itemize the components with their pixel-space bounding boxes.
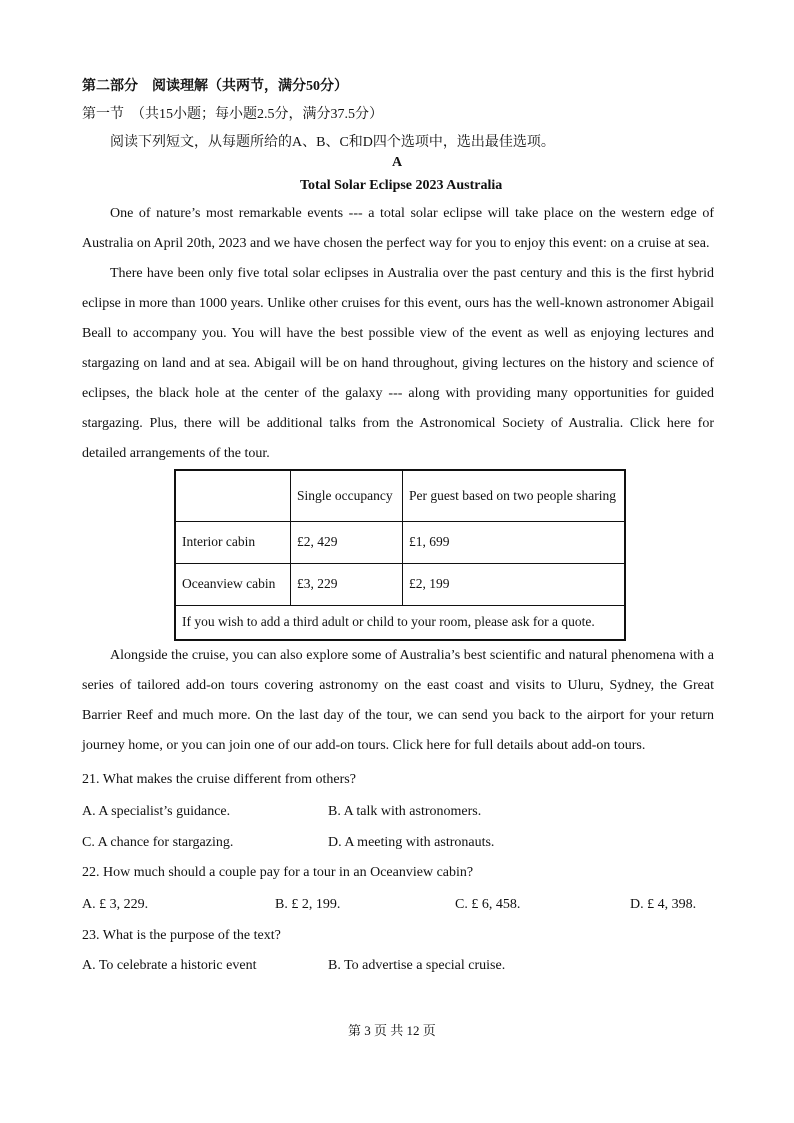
paragraph-1: One of nature’s most remarkable events --- a total solar eclipse will take place on the western edge of Australia on April 20th, 2023 and we have chosen the perfect way for you to enjoy this event: on a cruise at sea. <box>82 206 714 251</box>
instruction: 阅读下列短文，从每题所给的A、B、C和D四个选项中，选出最佳选项。 <box>110 135 555 150</box>
table-cell: Oceanview cabin <box>175 563 291 605</box>
table-header-cell <box>175 470 291 521</box>
passage-letter: A <box>392 155 403 170</box>
pricing-table <box>174 469 626 641</box>
table-cell: £2, 429 <box>291 521 403 563</box>
table-row <box>175 563 625 605</box>
option-23-a: A. To celebrate a historic event <box>82 958 257 973</box>
table-note-row <box>175 605 625 640</box>
option-21-b: B. A talk with astronomers. <box>328 804 482 819</box>
table-note: If you wish to add a third adult or child to your room, please ask for a quote. <box>175 605 625 640</box>
option-21-a: A. A specialist’s guidance. <box>82 804 231 819</box>
question-21-stem: 21. What makes the cruise different from others? <box>82 772 356 787</box>
question-23-stem: 23. What is the purpose of the text? <box>82 928 281 943</box>
question-22-stem: 22. How much should a couple pay for a tour in an Oceanview cabin? <box>82 865 474 880</box>
option-22-c: C. £ 6, 458. <box>455 897 521 912</box>
page-footer: 第 3 页 共 12 页 <box>348 1023 436 1038</box>
option-22-d: D. £ 4, 398. <box>630 897 697 912</box>
part-title: 第二部分 阅读理解（共两节，满分50分） <box>82 79 348 94</box>
option-22-a: A. £ 3, 229. <box>82 897 149 912</box>
passage-title: Total Solar Eclipse 2023 Australia <box>300 178 503 193</box>
table-header-cell: Single occupancy <box>291 470 403 521</box>
paragraph-2: There have been only five total solar eclipses in Australia over the past century and this is the first hybrid eclipse in more than 1000 years. Unlike other cruises for this event, ours has the well-known astronomer Abigail Beall to accompany you. You will have the best possible view of the event as well as enjoying lectures and stargazing on land and at sea. Abigail will be on hand throughout, giving lectures on the history and science of eclipses, the black hole at the center of the galaxy --- along with providing many opportunities for guided stargazing. Plus, there will be additional talks from the Astronomical Society of Australia. Click here for detailed arrangements of the tour. <box>82 266 714 461</box>
table-cell: £2, 199 <box>403 563 626 605</box>
table-header-row <box>175 470 625 521</box>
table-header-cell: Per guest based on two people sharing <box>403 470 626 521</box>
option-22-b: B. £ 2, 199. <box>275 897 341 912</box>
paragraph-3: Alongside the cruise, you can also explore some of Australia’s best scientific and natural phenomena with a series of tailored add-on tours covering astronomy on the east coast and visits to Uluru, Sydney, the Great Barrier Reef and much more. On the last day of the tour, we can send you back to the airport for your return journey home, or you can join one of our add-on tours. Click here for full details about add-on tours. <box>82 648 714 753</box>
table-cell: £3, 229 <box>291 563 403 605</box>
option-23-b: B. To advertise a special cruise. <box>328 958 506 973</box>
table-cell: £1, 699 <box>403 521 626 563</box>
table-row <box>175 521 625 563</box>
section-title: 第一节 （共15小题；每小题2.5分，满分37.5分） <box>82 107 383 122</box>
option-21-d: D. A meeting with astronauts. <box>328 835 495 850</box>
option-21-c: C. A chance for stargazing. <box>82 835 234 850</box>
table-cell: Interior cabin <box>175 521 291 563</box>
